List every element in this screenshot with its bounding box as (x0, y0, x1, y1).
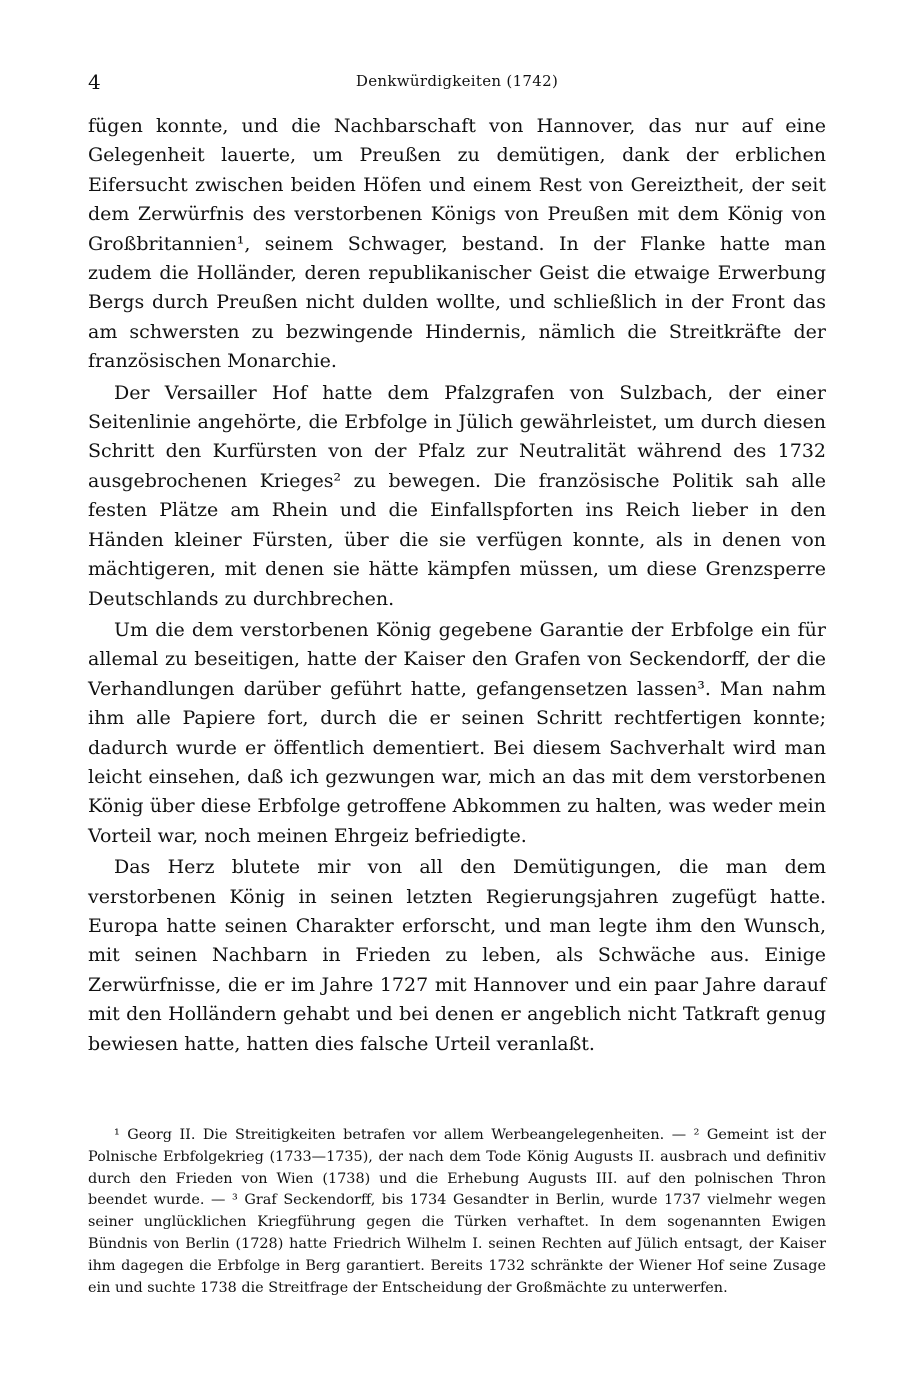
footnote-text: ¹ Georg II. Die Streitigkeiten betrafen vor allem Werbeangelegenheiten. — ² Gemeint ist der Polnische Erbfolgekrieg (1733—1735), der nach dem Tode König Augusts II. ausbrach und definitiv durch den Frieden von Wien (1738) und die Erhebung Augusts III. auf den polnischen Thron beendet wurde. — ³ Graf Seckendorff, bis 1734 Gesandter in Berlin, wurde 1737 vielmehr wegen seiner unglücklichen Kriegführung gegen die Türken verhaftet. In dem sogenannten Ewigen Bündnis von Berlin (1728) hatte Friedrich Wilhelm I. seinen Rechten auf Jülich entsagt, der Kaiser ihm dagegen die Erbfolge in Berg garantiert. Bereits 1732 schränkte der Wiener Hof seine Zusage ein und suchte 1738 die Streitfrage der Entscheidung der Großmächte zu unterwerfen. (88, 1127, 826, 1296)
paragraph: Um die dem verstorbenen König gegebene Garantie der Erbfolge ein für allemal zu beseitigen, hatte der Kaiser den Grafen von Seckendorff, der die Verhandlungen darüber geführt hatte, gefangensetzen lassen³. Man nahm ihm alle Papiere fort, durch die er seinen Schritt rechtfertigen konnte; dadurch wurde er öffentlich dementiert. Bei diesem Sachverhalt wird man leicht einsehen, daß ich gezwungen war, mich an das mit dem verstorbenen König über diese Erbfolge getroffene Abkommen zu halten, was weder mein Vorteil war, noch meinen Ehrgeiz befriedigte. (88, 618, 826, 847)
book-page (88, 60, 826, 1360)
paragraph: Der Versailler Hof hatte dem Pfalzgrafen von Sulzbach, der einer Seitenlinie angehörte, die Erbfolge in Jülich gewährleistet, um durch diesen Schritt den Kurfürsten von der Pfalz zur Neutralität während des 1732 ausgebrochenen Krieges² zu bewegen. Die französische Politik sah alle festen Plätze am Rhein und die Einfallspforten ins Reich lieber in den Händen kleiner Fürsten, über die sie verfügen konnte, als in denen von mächtigeren, mit denen sie hätte kämpfen müssen, um diese Grenzsperre Deutschlands zu durchbrechen. (88, 381, 826, 610)
footnotes (88, 1125, 826, 1299)
main-text (88, 112, 826, 1059)
page-number: 4 (88, 70, 101, 94)
running-head: Denkwürdigkeiten (1742) (355, 72, 559, 90)
paragraph: Das Herz blutete mir von all den Demütigungen, die man dem verstorbenen König in seinen letzten Regierungsjahren zugefügt hatte. Europa hatte seinen Charakter erforscht, und man legte ihm den Wunsch, mit seinen Nachbarn in Frieden zu leben, als Schwäche aus. Einige Zerwürfnisse, die er im Jahre 1727 mit Hannover und ein paar Jahre darauf mit den Holländern gehabt und bei denen er angeblich nicht Tatkraft genug bewiesen hatte, hatten dies falsche Urteil veranlaßt. (88, 856, 826, 1055)
paragraph: fügen konnte, und die Nachbarschaft von Hannover, das nur auf eine Gelegenheit lauerte, um Preußen zu demütigen, dank der erblichen Eifersucht zwischen beiden Höfen und einem Rest von Gereiztheit, der seit dem Zerwürfnis des verstorbenen Königs von Preußen mit dem König von Großbritannien¹, seinem Schwager, bestand. In der Flanke hatte man zudem die Holländer, deren republikanischer Geist die etwaige Erwerbung Bergs durch Preußen nicht dulden wollte, und schließlich in der Front das am schwersten zu bezwingende Hindernis, nämlich die Streitkräfte der französischen Monarchie. (88, 115, 826, 373)
page-header (88, 60, 826, 100)
